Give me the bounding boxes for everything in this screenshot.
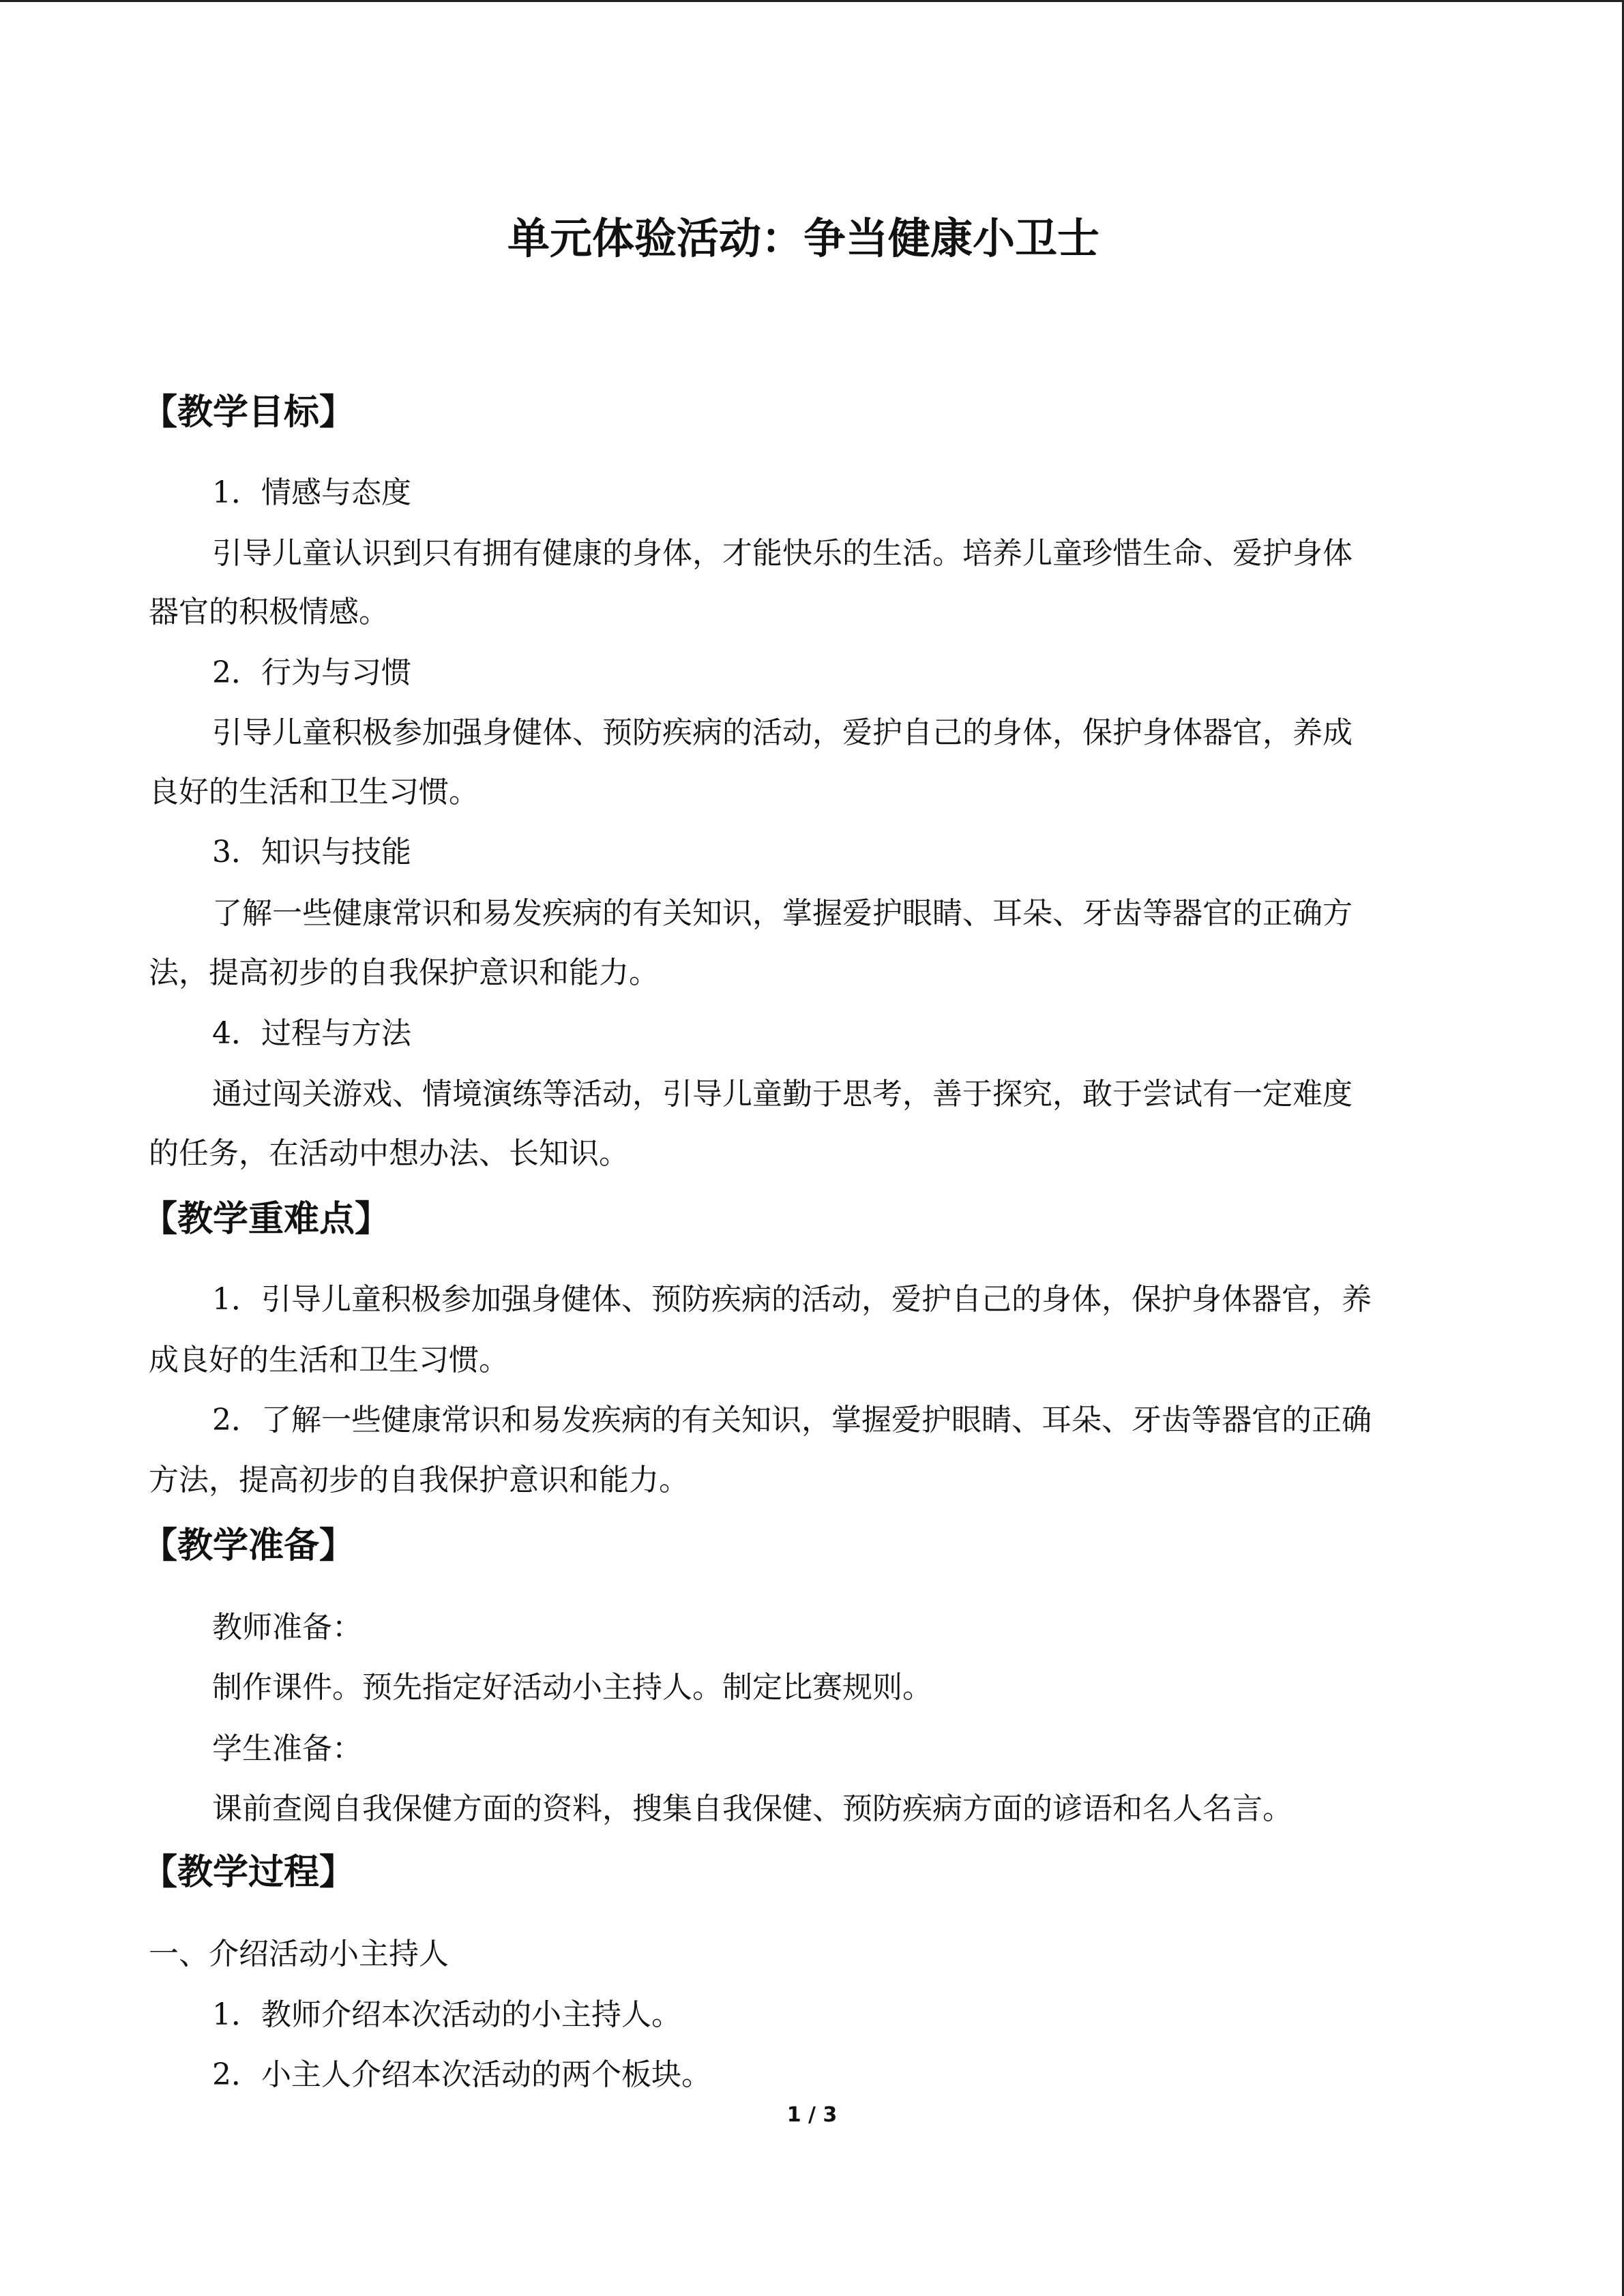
key-point-1-line-1: 1．引导儿童积极参加强身健体、预防疾病的活动，爱护自己的身体，保护身体器官，养 bbox=[212, 1282, 1372, 1317]
page-frame-top bbox=[0, 0, 1624, 2]
goal-label-3: 3．知识与技能 bbox=[212, 835, 411, 869]
student-preparation-label: 学生准备： bbox=[212, 1731, 362, 1766]
goal-label-1: 1．情感与态度 bbox=[212, 475, 411, 510]
goal-label-4: 4．过程与方法 bbox=[212, 1016, 411, 1051]
teacher-preparation-label: 教师准备： bbox=[212, 1610, 362, 1645]
section-heading-key-points: 【教学重难点】 bbox=[142, 1199, 391, 1240]
goal-text-2-line-2: 良好的生活和卫生习惯。 bbox=[149, 775, 479, 809]
section-heading-preparation: 【教学准备】 bbox=[142, 1525, 355, 1566]
process-part-one-title: 一、介绍活动小主持人 bbox=[149, 1937, 449, 1971]
goal-text-1-line-1: 引导儿童认识到只有拥有健康的身体，才能快乐的生活。培养儿童珍惜生命、爱护身体 bbox=[212, 536, 1353, 571]
teacher-preparation-text: 制作课件。预先指定好活动小主持人。制定比赛规则。 bbox=[212, 1670, 932, 1705]
page-indicator: 1 / 3 bbox=[786, 2103, 838, 2127]
key-point-2-line-2: 方法，提高初步的自我保护意识和能力。 bbox=[149, 1463, 689, 1497]
goal-text-4-line-1: 通过闯关游戏、情境演练等活动，引导儿童勤于思考，善于探究，敢于尝试有一定难度 bbox=[212, 1077, 1353, 1112]
key-point-2-line-1: 2．了解一些健康常识和易发疾病的有关知识，掌握爱护眼睛、耳朵、牙齿等器官的正确 bbox=[212, 1403, 1372, 1437]
goal-text-3-line-1: 了解一些健康常识和易发疾病的有关知识，掌握爱护眼睛、耳朵、牙齿等器官的正确方 bbox=[212, 896, 1353, 931]
goal-text-2-line-1: 引导儿童积极参加强身健体、预防疾病的活动，爱护自己的身体，保护身体器官，养成 bbox=[212, 715, 1353, 750]
goal-text-4-line-2: 的任务，在活动中想办法、长知识。 bbox=[149, 1136, 629, 1171]
goal-label-2: 2．行为与习惯 bbox=[212, 655, 411, 690]
section-heading-process: 【教学过程】 bbox=[142, 1852, 355, 1893]
section-heading-goals: 【教学目标】 bbox=[142, 392, 355, 433]
key-point-1-line-2: 成良好的生活和卫生习惯。 bbox=[149, 1343, 509, 1377]
process-step-2: 2．小主人介绍本次活动的两个板块。 bbox=[212, 2057, 711, 2092]
goal-text-1-line-2: 器官的积极情感。 bbox=[149, 595, 389, 629]
student-preparation-text: 课前查阅自我保健方面的资料，搜集自我保健、预防疾病方面的谚语和名人名言。 bbox=[212, 1791, 1293, 1826]
document-title: 单元体验活动：争当健康小卫士 bbox=[507, 213, 1099, 263]
goal-text-3-line-2: 法，提高初步的自我保护意识和能力。 bbox=[149, 955, 659, 990]
process-step-1: 1．教师介绍本次活动的小主持人。 bbox=[212, 1997, 681, 2032]
